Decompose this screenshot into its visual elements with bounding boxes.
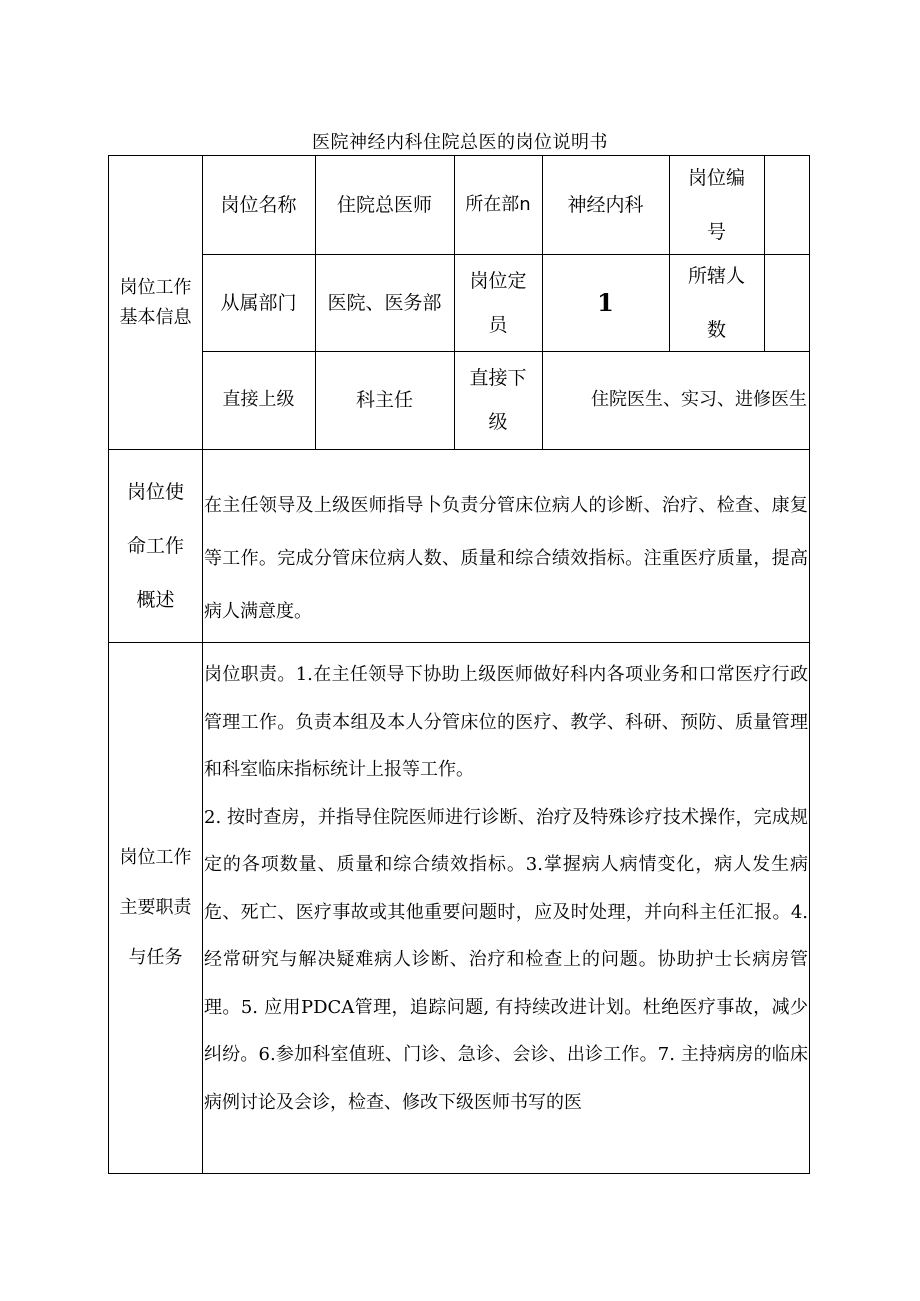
label-subordinate-count: 所辖人数 [687, 264, 745, 341]
value-position-quota: 1 [597, 287, 614, 317]
label-department: 所在部n [465, 194, 531, 215]
job-description-table [108, 155, 810, 1174]
mission-paragraph: 在主任领导及上级医师指导卜负责分管床位病人的诊断、治疗、检查、康复等工作。完成分管床位病人数、质量和综合绩效指标。注重医疗质量，提高病人满意度。 [204, 495, 808, 622]
label-position-quota: 岗位定员 [469, 269, 527, 336]
label-direct-subordinate: 直接下级 [469, 367, 527, 433]
label-position-code: 岗位编号 [687, 167, 745, 243]
value-position-code [764, 156, 809, 254]
label-parent-department: 从属部门 [220, 291, 297, 314]
value-subordinate-count [764, 254, 809, 351]
label-direct-superior: 直接上级 [222, 389, 295, 410]
label-position-name: 岗位名称 [220, 194, 297, 216]
value-department: 神经内科 [567, 194, 644, 216]
mission-label: 岗位使命工作概述 [126, 480, 184, 611]
value-parent-department: 医院、医务部 [327, 291, 442, 314]
duties-paragraph-1: 岗位职责。1.在主任领导下协助上级医师做好科内各项业务和口常医疗行政管理工作。负责本组及本人分管床位的医疗、教学、科研、预防、质量管理和科室临床指标统计上报等工作。 [204, 664, 808, 780]
basic-info-label: 岗位工作基本信息 [119, 276, 192, 328]
value-direct-subordinate: 住院医生、实习、进修医生 [591, 389, 807, 410]
duties-label: 岗位工作主要职责与任务 [119, 846, 192, 968]
duties-paragraph-2: 2. 按时查房，并指导住院医师进行诊断、治疗及特殊诊疗技术操作，完成规定的各项数量、质量和综合绩效指标。3.掌握病人病情变化，病人发生病危、死亡、医疗事故或其他重要问题时，应及时处理，并向科主任汇报。4. 经常研究与解决疑难病人诊断、治疗和检查上的问题。协助护士长病房管理。5. 应用PDCA管理，追踪问题, 有持续改进计划。杜绝医疗事故，减少纠纷。6.参加科室值班、门诊、急诊、会诊、出诊工作。7. 主持病房的临床病例讨论及会诊，检查、修改下级医师书写的医 [204, 806, 808, 1113]
mission-text [204, 479, 808, 638]
value-position-name: 住院总医师 [336, 194, 432, 216]
value-direct-superior: 科主任 [355, 389, 413, 411]
page-title: 医院神经内科住院总医的岗位说明书 [312, 132, 608, 153]
duties-text [204, 651, 808, 1126]
